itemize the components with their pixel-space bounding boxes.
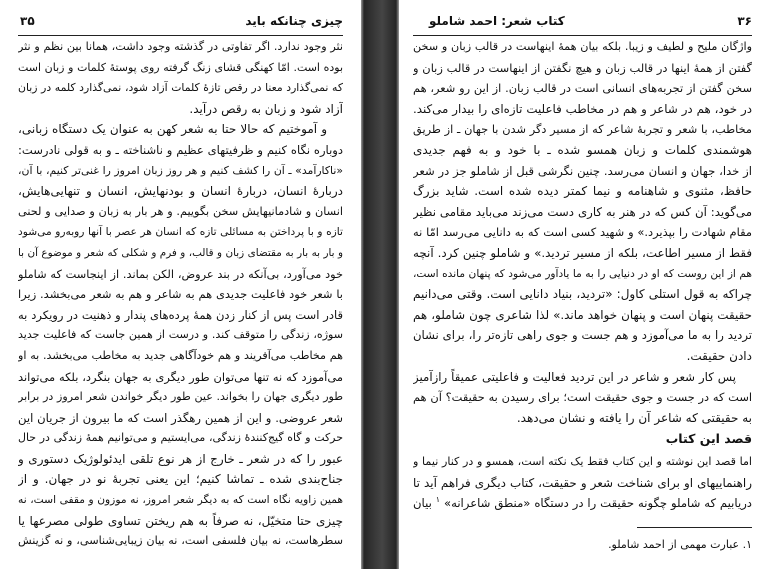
right-page: [399, 0, 768, 569]
text-line: جناح‌بندی شده ـ تماشا کنیم؛ این یعنی تجربهٔ نو در جهان. و از: [18, 472, 343, 487]
page-gutter: [361, 0, 399, 569]
text-fragment: دریابیم که شاملو چگونه حقیقت را در دستگاه «منطق شاعرانه»: [443, 496, 752, 511]
text-line: حقیقت پنهان است و پنهان خواهد ماند.» لذا شاعری چون شاملو، هم: [413, 307, 752, 322]
text-line: چراکه به قول استلی کاول: «تردید، بنیاد دانایی است. وقتی می‌دانیم: [413, 287, 752, 302]
text-line: می‌گوید: آن کس که در هنر به کاری دست می‌زند می‌باید مقامی نظیر: [413, 204, 752, 219]
text-line: مخاطب، با شعر و تجربهٔ شاعر که از مسیر دگر شدن با جهان ـ از طریق: [413, 122, 752, 137]
text-line: فقط از مسیر اطاعت، بلکه از مسیر تردید.» و شاملو چنین کرد. آنچه: [413, 245, 752, 260]
text-line: نثر وجود ندارد. اگر تفاوتی در گذشته وجود داشت، همانا بین نظم و نثر: [18, 40, 343, 53]
footnote-rule: [637, 527, 752, 528]
text-line: تازه و با پرداختن به مسائلی تازه که انسان هر عصر با آنها روبه‌رو می‌شود: [18, 225, 343, 239]
text-line: شعر عروضی. و این از همین رهگذر است که ما بیرون از جریان این: [18, 410, 343, 425]
text-line: همین زاویه نگاه است که به دیگر شعر امروز، نه موزون و مقفی است، نه: [18, 493, 343, 507]
text-line: عبور را که در شعر ـ خارج از هر نوع تلقی ایدئولوژیک دستوری و: [18, 451, 343, 466]
text-line: «ناکارآمد» ـ آن را کشف کنیم و هر روز زبان امروز را غنی‌تر کنیم، با آن،: [18, 163, 343, 177]
text-line: در خود، هم در شاعر و هم در مخاطب فاعلیت تازه‌ای را بیدار می‌کند.: [413, 101, 752, 116]
page-number: ۳۵: [20, 14, 35, 28]
text-line: که نمی‌گذارد معنا در رقص تازهٔ کلمات آزاد شود، نمی‌گذارد کلمه در زبان: [18, 81, 343, 95]
text-line: چیزی حتا متخیّل، نه صرفاً به هم ریختن تساوی طولی مصرعها یا: [18, 513, 343, 528]
text-line: خود می‌آورد، بی‌آنکه در بند عروض، الکن بماند. از اینجاست که شاملو: [18, 266, 343, 281]
text-line: بوده است. امّا کهنگی قشای زنگ گرفته روی پوستهٔ کلمات و زبان است: [18, 60, 343, 74]
running-title: کتاب شعر: احمد شاملو: [429, 14, 565, 28]
footnote: ۱. عبارت مهمی از احمد شاملو.: [608, 538, 752, 551]
text-line: هوشمندی کلمات و زبان همسو شده ـ با خود و به فهم جدیدی: [413, 142, 752, 157]
text-line: [413, 493, 752, 514]
running-title: چیزی چنانکه باید: [245, 14, 343, 28]
text-line: آزاد شود و زبان به رقص درآید.: [189, 101, 343, 116]
section-heading: قصد این کتاب: [665, 431, 752, 447]
text-line: واژگان ملیح و لطیف و زیبا. بلکه بیان همهٔ اینهاست در قالب زبان و سخن: [413, 40, 752, 53]
text-line: دادن حقیقت.: [686, 348, 752, 363]
text-line: و بار به بار به مقتضای زبان و قالب، و فرم و شکلی که شعر و موضوع آن با: [18, 246, 343, 259]
text-line: به حقیقتی که شاعر آن را یافته و نشان می‌دهد.: [516, 410, 752, 425]
body-text: [18, 37, 343, 552]
header-rule: [413, 35, 752, 36]
body-text: [413, 37, 752, 514]
text-line: دوباره نگاه کنیم و ظرفیتهای عظیم و ناشناخته ـ و به قولی نادرست:: [18, 142, 343, 157]
text-line: با شعر خود فاعلیت جدیدی هم به شاعر و هم به شعر می‌بخشد. زیرا: [18, 287, 343, 302]
text-line: پس کار شعر و شاعر در این تردید فعالیت و فاعلیتی عمیقاً رازآمیز: [413, 369, 736, 384]
text-line: قادر است پس از کنار زدن همهٔ پرده‌های پندار و ذهنیت در رویکرد به: [18, 307, 343, 322]
text-line: و آموختیم که حالا حتا به شعر کهن به عنوان یک دستگاه زبانی،: [18, 122, 327, 137]
text-line: انسان و شادمانیهایش سخن بگوییم. و هر بار به زبان و صدایی و لحنی: [18, 204, 343, 218]
text-line: هم از این روست که او در دنیایی را به ما یادآور می‌شود که پنهان مانده است،: [413, 267, 752, 280]
text-line: هم مخاطب می‌آفریند و هم خودآگاهی جدید به مخاطب می‌بخشد. به او: [18, 348, 343, 362]
text-line: راهنماییهای او برای شناخت شعر و حقیقت، کتاب دیگری فراهم آید تا: [413, 475, 752, 490]
text-line: گفتن از همهٔ اینها در قالب زبان و هیچ نگفتن از اینهاست در قالب زبان و: [413, 60, 752, 75]
text-line: است که در جست و جوی حقیقت است؛ برای رسیدن به حقیقت؟ آن هم: [413, 390, 752, 405]
text-line: اما قصد این نوشته و این کتاب فقط یک نکته است، همسو و در کنار نیما و: [413, 455, 752, 469]
footnote-reference: ۱: [435, 495, 441, 505]
text-line: طور دیگری جهان را بخواند. عین طور دیگر خواندن شعر امروز در برابر: [18, 390, 343, 404]
text-line: سخن گفتن از تجربه‌های انسانی است در قالب زبان. از این رو شعر، هم: [413, 81, 752, 96]
text-line: حافظ، مثنوی و شاهنامه و نیما کمتر دیده شده است. شاید بزرگ: [413, 184, 752, 199]
text-line: حرکت و گاه گیج‌کنندهٔ زندگی، می‌ایستیم و می‌توانیم همهٔ زندگی در حال: [18, 431, 343, 445]
text-line: سوژه، زندگی را متوقف کند. و درست از همین جاست که فاعلیت جدید: [18, 328, 343, 342]
text-line: می‌آموزد که نه تنها می‌توان طور دیگری به جهان بنگرد، بلکه می‌تواند: [18, 369, 343, 384]
text-line: دربارهٔ انسان، دربارهٔ انسان و بودنهایش، انسان و تنهایی‌هایش،: [18, 184, 343, 199]
text-line: سطرهاست، نه بیان فلسفی است، نه بیان زیبایی‌شناسی، و نه گزینش: [18, 534, 343, 548]
text-line: تردید را به ما می‌آموزد و هم جست و جوی راهی تازه‌تر را، برای نشان: [413, 328, 752, 343]
text-fragment: بیان: [413, 496, 432, 511]
text-line: از خدا، جهان و انسان می‌رسد. چنین نگرشی قبل از شاملو جز در شعر: [413, 163, 752, 178]
header-rule: [18, 35, 343, 36]
page-number: ۳۶: [737, 14, 752, 28]
text-line: مقام شهادت را بپذیرد.» و شهید کسی است که به دانایی می‌رسد امّا نه: [413, 225, 752, 240]
left-page: [0, 0, 361, 569]
